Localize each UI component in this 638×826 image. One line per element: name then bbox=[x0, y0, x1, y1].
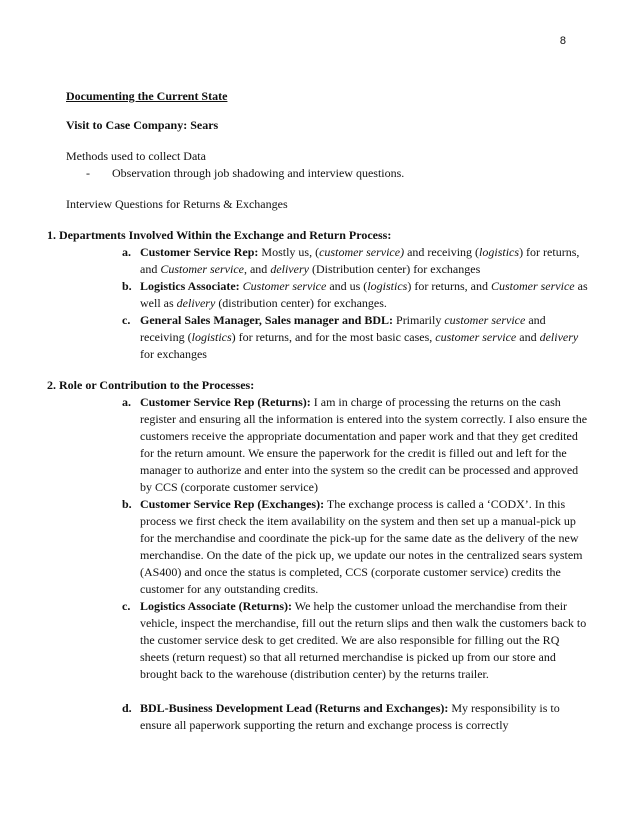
item-text: (Distribution center) for exchanges bbox=[308, 262, 481, 276]
item-italic: Customer service bbox=[490, 279, 575, 293]
item-text: and receiving ( bbox=[404, 245, 480, 259]
item-label: Customer Service Rep: bbox=[140, 245, 259, 259]
item-italic: delivery bbox=[176, 296, 216, 310]
interview-title: Interview Questions for Returns & Exchanges bbox=[66, 197, 288, 211]
item-text: The exchange process is called a ‘CODX’. In this process we first check the item availability on the system and then set up a manual-pick up for the merchandise and coordinate the pick-up for the same date as the delivery of the new merchandise. On the date of the pick up, we update our notes in the centralized sears system (AS400) and once the status is completed, CCS (corporate customer service) credits the customer for any outstanding credits. bbox=[140, 497, 583, 596]
item-italic: logistics bbox=[479, 245, 520, 259]
item-label: Customer Service Rep (Exchanges): bbox=[140, 497, 325, 511]
item-text: ) for returns, and bbox=[140, 245, 580, 276]
page-number: 8 bbox=[559, 35, 566, 47]
item-text: My responsibility is to ensure all paperwork supporting the return and exchange process is correctly bbox=[140, 701, 560, 732]
item-label: Logistics Associate: bbox=[140, 279, 240, 293]
item-italic: customer service) bbox=[319, 245, 405, 259]
item-label: Logistics Associate (Returns): bbox=[140, 599, 292, 613]
item-marker: c. bbox=[122, 313, 131, 327]
subheading: Visit to Case Company: Sears bbox=[66, 118, 219, 132]
section-heading bbox=[66, 88, 638, 105]
methods-title: Methods used to collect Data bbox=[66, 149, 206, 163]
item-text: We help the customer unload the merchandise from their vehicle, inspect the merchandise, fill out the return slips and then walk the customers back to the customer service desk to get credited. We are also responsible for filling out the RQ sheets (return request) so that all returned merchandise is picked up from our store and brought back to the warehouse (distribution center) by the returns trailer. bbox=[140, 599, 587, 681]
methods-bullet-text: Observation through job shadowing and interview questions. bbox=[112, 166, 405, 180]
bullet-marker: - bbox=[86, 166, 90, 180]
item-marker: b. bbox=[122, 279, 132, 293]
item-text: ) for returns, and for the most basic cases, bbox=[231, 330, 436, 344]
item-text: , and bbox=[243, 262, 271, 276]
item-italic: customer service bbox=[435, 330, 517, 344]
q2-item-b bbox=[122, 496, 590, 598]
heading-text: Documenting the Current State bbox=[66, 89, 228, 103]
item-italic: Customer service bbox=[242, 279, 327, 293]
item-text: and us ( bbox=[326, 279, 368, 293]
item-label: Customer Service Rep (Returns): bbox=[140, 395, 311, 409]
item-marker: a. bbox=[122, 395, 131, 409]
item-marker: b. bbox=[122, 497, 132, 511]
item-italic: delivery bbox=[270, 262, 309, 276]
item-text: (distribution center) for exchanges. bbox=[215, 296, 387, 310]
item-text: Primarily bbox=[393, 313, 445, 327]
item-italic: Customer service bbox=[160, 262, 244, 276]
q2-item-d bbox=[122, 700, 590, 734]
q2-item-c bbox=[122, 598, 590, 683]
item-marker: c. bbox=[122, 599, 131, 613]
q1-item-a bbox=[122, 244, 590, 278]
item-italic: logistics bbox=[367, 279, 408, 293]
q2-item-a bbox=[122, 394, 590, 496]
item-text: ) for returns, and bbox=[407, 279, 491, 293]
item-label: General Sales Manager, Sales manager and BDL: bbox=[140, 313, 394, 327]
item-text: as well as bbox=[140, 279, 588, 310]
item-marker: d. bbox=[122, 701, 132, 715]
item-italic: delivery bbox=[539, 330, 579, 344]
question-2-title: 2. Role or Contribution to the Processes: bbox=[47, 378, 255, 392]
item-marker: a. bbox=[122, 245, 131, 259]
item-label: BDL-Business Development Lead (Returns and Exchanges): bbox=[140, 701, 449, 715]
item-text: for exchanges bbox=[140, 347, 207, 361]
q1-item-c bbox=[122, 312, 590, 363]
item-text: and bbox=[516, 330, 540, 344]
q1-item-b bbox=[122, 278, 590, 312]
item-text: Mostly us, ( bbox=[258, 245, 320, 259]
item-text: and receiving ( bbox=[140, 313, 546, 344]
item-italic: customer service bbox=[444, 313, 526, 327]
item-text: I am in charge of processing the returns on the cash register and ensuring all the information is entered into the system correctly. I also ensure the customers receive the appropriate documentation and paper work and that they get credited for the return amount. We ensure the paperwork for the credit is filled out and left for the manager to authorize and enter into the system so the credit can be processed and approved by CCS (corporate customer service) bbox=[140, 395, 588, 494]
methods-bullet bbox=[86, 165, 638, 182]
item-italic: logistics bbox=[191, 330, 232, 344]
question-1-title: 1. Departments Involved Within the Exchange and Return Process: bbox=[47, 228, 392, 242]
